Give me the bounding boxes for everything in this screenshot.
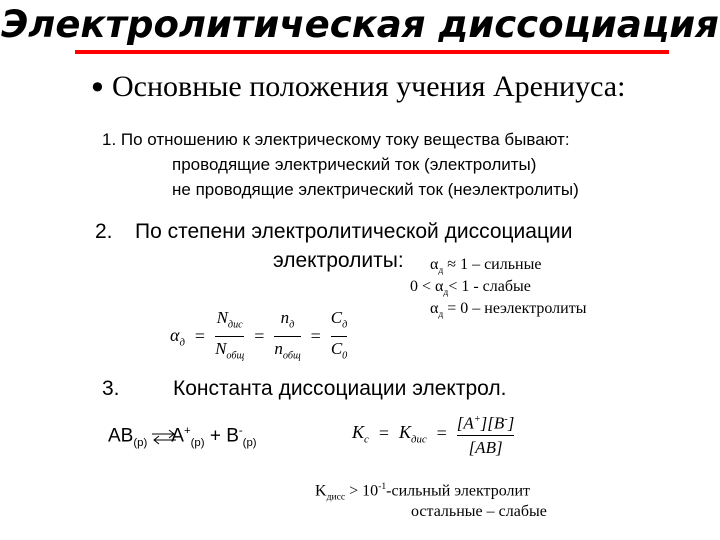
- threshold-prefix: > 10: [349, 482, 379, 500]
- page-title: Электролитическая диссоциация: [1, 3, 719, 46]
- alpha-non-text: = 0 – неэлектролиты: [447, 300, 587, 317]
- point1-heading: 1. По отношению к электрическому току вещества бывают:: [102, 130, 570, 149]
- point2-line1: По степени электролитической диссоциации: [135, 220, 573, 243]
- alpha-strong-text: ≈ 1 – сильные: [447, 256, 542, 273]
- alpha-strong-line: $\alpha_д \approx 1$ – сильные: [430, 256, 542, 277]
- alpha-non-line: $\alpha_д = 0$ – неэлектролиты: [430, 300, 587, 321]
- point3-number: 3.: [102, 377, 120, 400]
- constant-formula: $K_c = K_{дис}$ = $\frac{[A^+][B^-]}{[AB]}$: [352, 413, 515, 457]
- strong-electrolyte-rule: $K_{дисс}$ > $10^{-1}$-сильный электролит: [315, 481, 531, 503]
- title-underline: [75, 50, 669, 54]
- dissociation-equation: $AB_{(р)}$ $A^+_{(р)} + B^-_{(р)}$: [108, 425, 257, 450]
- equilibrium-arrows-icon: [150, 428, 178, 446]
- weak-electrolyte-rule: остальные – слабые: [411, 503, 547, 520]
- main-bullet-text: Основные положения учения Арениуса:: [112, 70, 626, 103]
- bullet-icon: •: [88, 69, 107, 107]
- alpha-weak-prefix: 0 <: [410, 278, 432, 295]
- point1-item-nonconductors: не проводящие электрический ток (неэлектролиты): [172, 180, 579, 199]
- point2-line2: электролиты:: [273, 249, 404, 272]
- point1-item-conductors: проводящие электрический ток (электролиты): [172, 155, 537, 174]
- point2-number: 2.: [95, 220, 113, 243]
- threshold-exponent: -1: [378, 481, 387, 492]
- alpha-weak-suffix: < 1 - слабые: [448, 278, 531, 295]
- point3-text: Константа диссоциации электрол.: [173, 377, 507, 400]
- alpha-weak-line: $0 < \alpha_д< 1$ - слабые: [410, 278, 531, 299]
- strong-rule-text: -сильный электролит: [386, 482, 531, 500]
- alpha-formula: $\alpha_д$ = $\frac{N_{дис}}{N_{общ}}$ = $\frac{n_д}{n_{общ}}$ = $\frac{C_д}{C_0}$: [170, 308, 348, 362]
